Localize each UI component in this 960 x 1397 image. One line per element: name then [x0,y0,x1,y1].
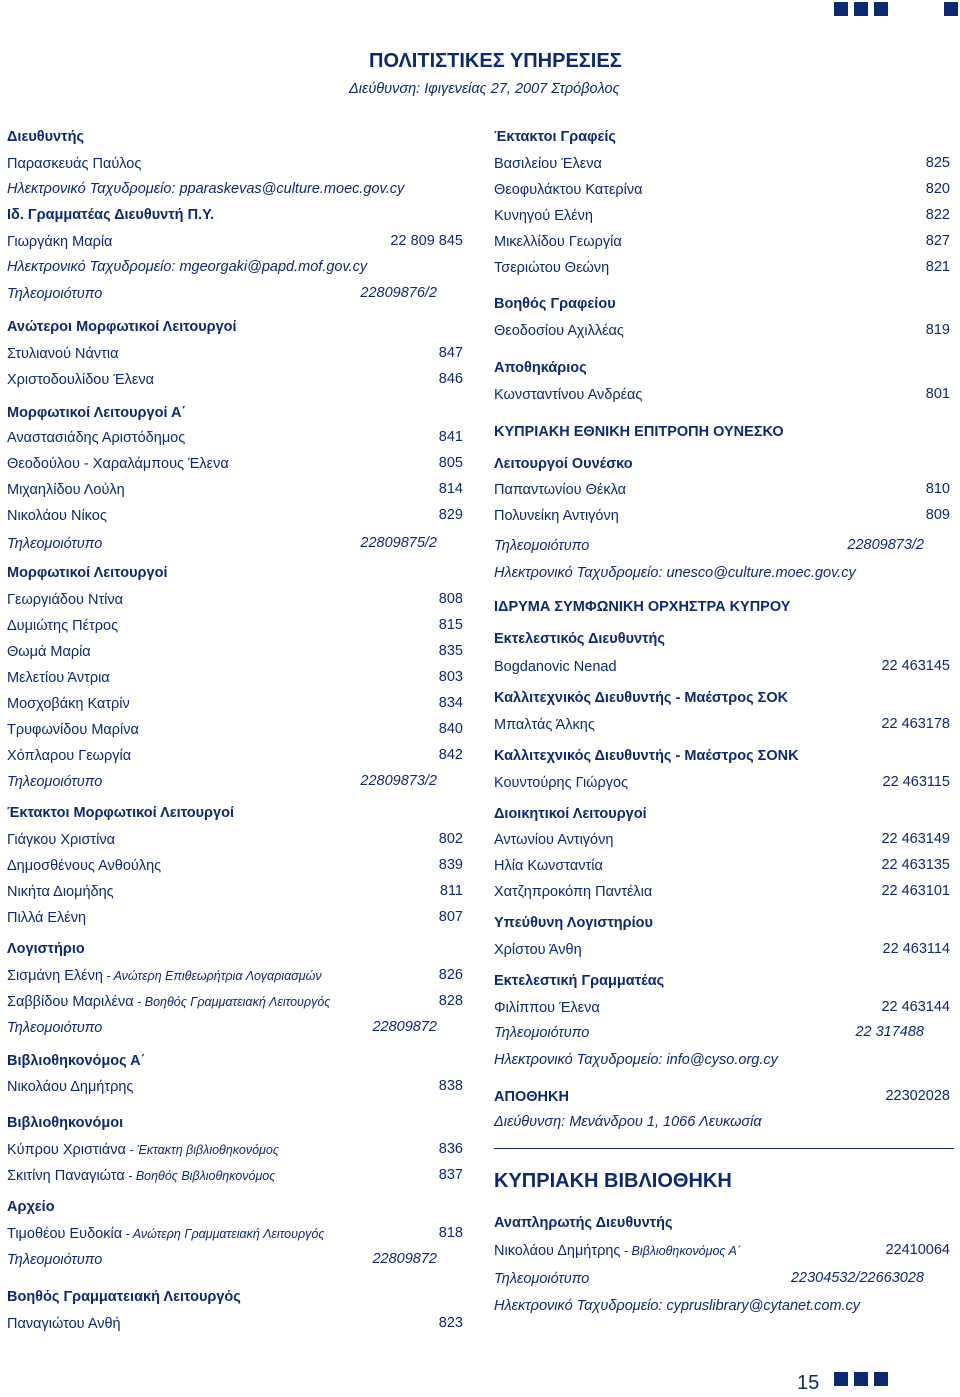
staff-role: - Ανώτερη Επιθεωρήτρια Λογαριασμών [102,969,322,983]
fax-row [494,1024,589,1042]
fax-label: Τηλεομοιότυπο [7,1020,103,1036]
phone-extension: 22302028 [885,1088,950,1104]
fax-row [494,537,589,555]
staff-name: Σισμάνη Ελένη [7,968,103,984]
fax-number: 22809873/2 [360,773,437,789]
staff-row [7,857,161,875]
staff-name: Κύπρου Χριστιάνα [7,1142,126,1158]
bottom-square-3 [874,1372,888,1386]
fax-label: Τηλεομοιότυπο [7,286,103,302]
section-heading: Εκτελεστική Γραμματέας [494,973,665,989]
staff-name: Παπαντωνίου Θέκλα [494,482,627,498]
section-heading: Αναπληρωτής Διευθυντής [494,1215,673,1231]
staff-role: - Ανώτερη Γραμματειακή Λειτουργός [122,1227,325,1241]
staff-name: Χατζηπροκόπη Παντέλια [494,884,653,900]
staff-name: Μικελλίδου Γεωργία [494,234,622,250]
staff-row [494,481,626,499]
phone-extension: 815 [438,617,463,633]
bottom-square-2 [854,1372,868,1386]
staff-name: Φιλίππου Έλενα [494,1000,600,1016]
staff-name: Κωνσταντίνου Ανδρέας [494,387,643,403]
section-heading: ΚΥΠΡΙΑΚΗ ΕΘΝΙΚΗ ΕΠΙΤΡΟΠΗ ΟΥΝΕΣΚΟ [494,424,784,440]
phone-extension: 841 [438,429,463,445]
staff-name: Βασιλείου Έλενα [494,156,602,172]
staff-name: Μιχαηλίδου Λούλη [7,482,125,498]
staff-row [7,695,130,713]
top-square-2 [854,2,868,16]
phone-extension: 22 463149 [881,831,950,847]
contact-note: Ηλεκτρονικό Ταχυδρομείο: unesco@culture.moec.gov.cy [494,565,856,581]
staff-name: Χρίστου Άνθη [494,942,582,958]
phone-extension: 22 463144 [881,999,950,1015]
staff-row [7,617,118,635]
phone-extension: 823 [438,1315,463,1331]
fax-row [7,1251,102,1269]
phone-extension: 840 [438,721,463,737]
section-heading: Μορφωτικοί Λειτουργοί Α΄ [7,405,187,421]
phone-extension: 22 463114 [882,941,950,957]
staff-role: - Βοηθός Βιβλιοθηκονόμος [124,1169,276,1183]
staff-row [7,371,154,389]
fax-label: Τηλεομοιότυπο [494,1025,590,1041]
staff-row [7,643,91,661]
section-heading: Μορφωτικοί Λειτουργοί [7,565,168,581]
phone-extension: 22 809 845 [390,233,463,249]
phone-extension: 825 [925,155,950,171]
section-heading: Έκτακτοι Μορφωτικοί Λειτουργοί [7,805,234,821]
phone-extension: 22 463135 [881,857,950,873]
staff-name: Κυνηγού Ελένη [494,208,593,224]
fax-number: 22809872 [372,1019,437,1035]
section-heading: Αρχείο [7,1199,55,1215]
staff-name: Κουντούρης Γιώργος [494,775,629,791]
fax-label: Τηλεομοιότυπο [494,538,590,554]
staff-row [494,386,642,404]
staff-row [7,345,119,363]
fax-row [7,285,102,303]
section-heading: Βιβλιοθηκονόμος Α΄ [7,1053,146,1069]
phone-extension: 826 [438,967,463,983]
section-title: ΚΥΠΡΙΑΚΗ ΒΙΒΛΙΟΘΗΚΗ [494,1170,732,1192]
staff-name: Νικολάου Δημήτρης [494,1243,621,1259]
staff-name: Νικολάου Δημήτρης [7,1079,134,1095]
staff-row [7,747,131,765]
phone-extension: 807 [438,909,463,925]
phone-extension: 820 [925,181,950,197]
staff-row [494,658,617,676]
staff-name: Τιμοθέου Ευδοκία [7,1226,123,1242]
staff-row [494,207,593,225]
fax-label: Τηλεομοιότυπο [7,536,103,552]
staff-name: Σκιτίνη Παναγιώτα [7,1168,125,1184]
staff-name: Θωμά Μαρία [7,644,91,660]
phone-extension: 838 [438,1078,463,1094]
phone-extension: 805 [438,455,463,471]
section-heading: Καλλιτεχνικός Διευθυντής - Μαέστρος ΣΟΚ [494,690,789,706]
section-heading: Λειτουργοί Ουνέσκο [494,456,633,472]
fax-number: 22809875/2 [360,535,437,551]
top-square-4 [944,2,958,16]
bottom-square-1 [834,1372,848,1386]
contact-note: Ηλεκτρονικό Ταχυδρομείο: pparaskevas@culture.moec.gov.cy [7,181,405,197]
top-square-1 [834,2,848,16]
phone-extension: 834 [438,695,463,711]
staff-name: Τσεριώτου Θεώνη [494,260,610,276]
staff-name: ΑΠΟΘΗΚΗ [494,1089,569,1105]
staff-name: Ηλία Κωνσταντία [494,858,603,874]
staff-row [494,181,643,199]
section-heading: Βοηθός Γραμματειακή Λειτουργός [7,1289,241,1305]
staff-name: Παρασκευάς Παύλος [7,156,142,172]
staff-row [494,857,603,875]
staff-name: Μοσχοβάκη Κατρίν [7,696,130,712]
staff-row [494,999,600,1017]
staff-row [494,774,628,792]
divider [494,1148,954,1149]
section-heading: ΙΔΡΥΜΑ ΣΥΜΦΩΝΙΚΗ ΟΡΧΗΣΤΡΑ ΚΥΠΡΟΥ [494,599,791,615]
staff-name: Σαββίδου Μαριλένα [7,994,134,1010]
staff-name: Bogdanovic Nenad [494,659,617,675]
phone-extension: 22 463145 [881,658,950,674]
phone-extension: 22 463178 [881,716,950,732]
section-heading: Καλλιτεχνικός Διευθυντής - Μαέστρος ΣΟΝΚ [494,748,799,764]
page-title: ΠΟΛΙΤΙΣΤΙΚΕΣ ΥΠΗΡΕΣΙΕΣ [369,50,622,72]
phone-extension: 818 [438,1225,463,1241]
fax-number: 22809872 [372,1251,437,1267]
staff-row [494,941,582,959]
section-heading: Ιδ. Γραμματέας Διευθυντή Π.Υ. [7,207,215,223]
staff-role: - Βιβλιοθηκονόμος Α΄ [620,1244,741,1258]
staff-row [7,909,86,927]
phone-extension: 828 [438,993,463,1009]
phone-extension: 22 463101 [881,883,950,899]
phone-extension: 803 [438,669,463,685]
staff-name: Δημοσθένους Ανθούλης [7,858,162,874]
staff-name: Γεωργιάδου Ντίνα [7,592,124,608]
section-heading: Βοηθός Γραφείου [494,296,616,312]
staff-row [7,481,125,499]
staff-row [494,883,652,901]
staff-name: Πολυνείκη Αντιγόνη [494,508,619,524]
page-address: Διεύθυνση: Ιφιγενείας 27, 2007 Στρόβολος [349,81,620,97]
phone-extension: 22 463115 [882,774,950,790]
phone-extension: 821 [925,259,950,275]
staff-row [494,155,602,173]
staff-name: Αντωνίου Αντιγόνη [494,832,614,848]
staff-row [494,259,609,277]
staff-name: Μπαλτάς Άλκης [494,717,595,733]
staff-row [7,455,229,473]
staff-name: Παναγιώτου Ανθή [7,1316,121,1332]
staff-row [494,1088,569,1106]
phone-extension: 836 [438,1141,463,1157]
staff-row [7,721,139,739]
phone-extension: 827 [925,233,950,249]
staff-name: Νικήτα Διομήδης [7,884,114,900]
section-heading: Έκτακτοι Γραφείς [494,129,616,145]
contact-note: Διεύθυνση: Μενάνδρου 1, 1066 Λευκωσία [494,1114,762,1130]
staff-row [7,1167,275,1185]
staff-row [7,1141,279,1159]
fax-label: Τηλεομοιότυπο [7,1252,103,1268]
phone-extension: 822 [925,207,950,223]
staff-row [7,591,123,609]
staff-name: Γιάγκου Χριστίνα [7,832,115,848]
staff-row [7,507,107,525]
fax-row [7,1019,102,1037]
phone-extension: 811 [439,883,463,899]
fax-row [7,773,102,791]
staff-row [7,883,114,901]
staff-row [7,155,141,173]
contact-note: Ηλεκτρονικό Ταχυδρομείο: mgeorgaki@papd.mof.gov.cy [7,259,368,275]
staff-name: Αναστασιάδης Αριστόδημος [7,430,186,446]
staff-row [7,967,322,985]
contact-note: Ηλεκτρονικό Ταχυδρομείο: info@cyso.org.cy [494,1052,778,1068]
staff-name: Νικολάου Νίκος [7,508,107,524]
fax-row [7,535,102,553]
phone-extension: 837 [438,1167,463,1183]
staff-name: Τρυφωνίδου Μαρίνα [7,722,139,738]
staff-row [7,993,330,1011]
staff-row [7,1315,121,1333]
staff-role: - Έκτακτη βιβλιοθηκονόμος [125,1143,279,1157]
staff-name: Γιωργάκη Μαρία [7,234,113,250]
phone-extension: 22410064 [885,1242,950,1258]
section-heading: Λογιστήριο [7,941,85,957]
staff-row [7,233,112,251]
staff-row [494,716,595,734]
phone-extension: 810 [925,481,950,497]
staff-name: Δυμιώτης Πέτρος [7,618,119,634]
phone-extension: 842 [438,747,463,763]
staff-row [7,429,185,447]
staff-row [7,1078,133,1096]
staff-row [7,669,110,687]
phone-extension: 801 [925,386,950,402]
phone-extension: 839 [438,857,463,873]
section-heading: Εκτελεστικός Διευθυντής [494,631,665,647]
staff-name: Χόπλαρου Γεωργία [7,748,132,764]
phone-extension: 814 [438,481,463,497]
section-heading: Υπεύθυνη Λογιστηρίου [494,915,653,931]
phone-extension: 835 [438,643,463,659]
staff-name: Θεοδοσίου Αχιλλέας [494,323,624,339]
fax-row [494,1270,589,1288]
staff-row [7,831,115,849]
staff-row [494,322,624,340]
section-heading: Διευθυντής [7,129,84,145]
fax-label: Τηλεομοιότυπο [494,1271,590,1287]
fax-number: 22809876/2 [360,285,437,301]
staff-role: - Βοηθός Γραμματειακή Λειτουργός [133,995,331,1009]
fax-number: 22809873/2 [847,537,924,553]
section-heading: Ανώτεροι Μορφωτικοί Λειτουργοί [7,319,237,335]
contact-note: Ηλεκτρονικό Ταχυδρομείο: cypruslibrary@cytanet.com.cy [494,1298,861,1314]
section-heading: Βιβλιοθηκονόμοι [7,1115,124,1131]
staff-name: Στυλιανού Νάντια [7,346,119,362]
phone-extension: 846 [438,371,463,387]
staff-row [494,1242,741,1260]
phone-extension: 819 [925,322,950,338]
section-heading: Αποθηκάριος [494,360,587,376]
staff-row [7,1225,324,1243]
staff-name: Μελετίου Άντρια [7,670,110,686]
phone-extension: 802 [438,831,463,847]
staff-name: Θεοδούλου - Χαραλάμπους Έλενα [7,456,229,472]
staff-name: Χριστοδουλίδου Έλενα [7,372,155,388]
phone-extension: 847 [438,345,463,361]
phone-extension: 809 [925,507,950,523]
top-square-3 [874,2,888,16]
phone-extension: 808 [438,591,463,607]
fax-number: 22 317488 [855,1024,924,1040]
section-heading: Διοικητικοί Λειτουργοί [494,806,647,822]
staff-name: Θεοφυλάκτου Κατερίνα [494,182,643,198]
fax-number: 22304532/22663028 [790,1270,924,1286]
staff-row [494,507,619,525]
phone-extension: 829 [438,507,463,523]
staff-name: Πιλλά Ελένη [7,910,87,926]
staff-row [494,233,622,251]
staff-row [494,831,613,849]
fax-label: Τηλεομοιότυπο [7,774,103,790]
page-number: 15 [797,1372,820,1394]
